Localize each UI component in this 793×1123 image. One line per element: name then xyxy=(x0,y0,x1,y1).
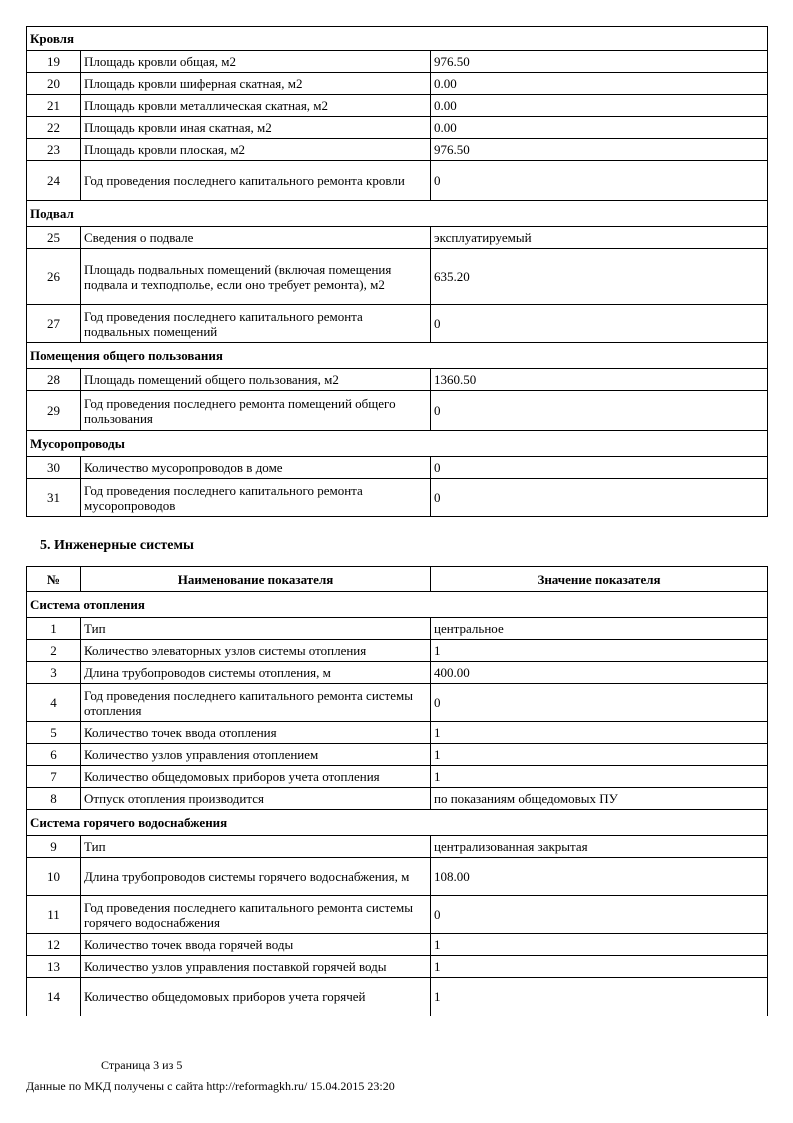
section-title: Помещения общего пользования xyxy=(27,343,768,369)
section-row xyxy=(27,201,768,227)
table-row xyxy=(27,836,768,858)
section-title: Мусоропроводы xyxy=(27,431,768,457)
row-number: 4 xyxy=(27,684,81,722)
table-row xyxy=(27,249,768,305)
indicator-name: Год проведения последнего капитального ремонта системы отопления xyxy=(81,684,431,722)
indicator-value: 1 xyxy=(431,934,768,956)
row-number: 6 xyxy=(27,744,81,766)
indicator-value: 1 xyxy=(431,978,768,1016)
table-row xyxy=(27,391,768,431)
row-number: 27 xyxy=(27,305,81,343)
table-row xyxy=(27,788,768,810)
table-row xyxy=(27,934,768,956)
indicator-value: по показаниям общедомовых ПУ xyxy=(431,788,768,810)
indicator-value: 1 xyxy=(431,956,768,978)
page-number: Страница 3 из 5 xyxy=(101,1058,183,1072)
indicator-name: Количество общедомовых приборов учета отопления xyxy=(81,766,431,788)
indicator-value: 1 xyxy=(431,766,768,788)
indicator-name: Количество элеваторных узлов системы отопления xyxy=(81,640,431,662)
table-row xyxy=(27,457,768,479)
indicator-name: Площадь кровли металлическая скатная, м2 xyxy=(81,95,431,117)
indicator-value: 0 xyxy=(431,479,768,517)
indicator-value: 0.00 xyxy=(431,95,768,117)
section-heading: 5. Инженерные системы xyxy=(40,538,194,553)
table-row xyxy=(27,684,768,722)
roof-basement-table xyxy=(26,26,768,517)
table-row xyxy=(27,139,768,161)
indicator-name: Тип xyxy=(81,836,431,858)
indicator-value: 0.00 xyxy=(431,117,768,139)
row-number: 11 xyxy=(27,896,81,934)
table-row xyxy=(27,117,768,139)
row-number: 23 xyxy=(27,139,81,161)
section-row xyxy=(27,592,768,618)
table-row xyxy=(27,978,768,1016)
indicator-value: 976.50 xyxy=(431,139,768,161)
indicator-value: 0 xyxy=(431,457,768,479)
source-note: Данные по МКД получены с сайта http://reformagkh.ru/ 15.04.2015 23:20 xyxy=(26,1079,395,1093)
indicator-value: 108.00 xyxy=(431,858,768,896)
indicator-name: Количество точек ввода отопления xyxy=(81,722,431,744)
indicator-value: 1 xyxy=(431,722,768,744)
row-number: 2 xyxy=(27,640,81,662)
section-title: Система отопления xyxy=(27,592,768,618)
header-indicator-name: Наименование показателя xyxy=(81,567,431,592)
indicator-name: Количество узлов управления отоплением xyxy=(81,744,431,766)
table-row xyxy=(27,95,768,117)
section-row xyxy=(27,431,768,457)
row-number: 7 xyxy=(27,766,81,788)
indicator-value: центральное xyxy=(431,618,768,640)
indicator-name: Год проведения последнего капитального ремонта мусоропроводов xyxy=(81,479,431,517)
indicator-value: 0 xyxy=(431,896,768,934)
indicator-name: Сведения о подвале xyxy=(81,227,431,249)
indicator-value: 1 xyxy=(431,640,768,662)
table-row xyxy=(27,744,768,766)
table-row xyxy=(27,305,768,343)
table-row xyxy=(27,858,768,896)
table-row xyxy=(27,479,768,517)
indicator-value: 400.00 xyxy=(431,662,768,684)
indicator-value: 0 xyxy=(431,684,768,722)
table-row xyxy=(27,51,768,73)
indicator-name: Год проведения последнего ремонта помещений общего пользования xyxy=(81,391,431,431)
table-row xyxy=(27,722,768,744)
indicator-name: Количество узлов управления поставкой горячей воды xyxy=(81,956,431,978)
indicator-name: Площадь кровли шиферная скатная, м2 xyxy=(81,73,431,95)
row-number: 12 xyxy=(27,934,81,956)
section-title: Система горячего водоснабжения xyxy=(27,810,768,836)
row-number: 21 xyxy=(27,95,81,117)
table-row xyxy=(27,618,768,640)
table-header-row xyxy=(27,567,768,592)
row-number: 29 xyxy=(27,391,81,431)
header-number: № xyxy=(27,567,81,592)
indicator-value: 1 xyxy=(431,744,768,766)
indicator-name: Год проведения последнего капитального ремонта подвальных помещений xyxy=(81,305,431,343)
indicator-name: Количество мусоропроводов в доме xyxy=(81,457,431,479)
row-number: 19 xyxy=(27,51,81,73)
row-number: 22 xyxy=(27,117,81,139)
indicator-name: Отпуск отопления производится xyxy=(81,788,431,810)
row-number: 10 xyxy=(27,858,81,896)
row-number: 13 xyxy=(27,956,81,978)
row-number: 3 xyxy=(27,662,81,684)
table-row xyxy=(27,73,768,95)
indicator-name: Год проведения последнего капитального ремонта кровли xyxy=(81,161,431,201)
indicator-value: 0.00 xyxy=(431,73,768,95)
indicator-value: 0 xyxy=(431,305,768,343)
table-row xyxy=(27,369,768,391)
row-number: 24 xyxy=(27,161,81,201)
row-number: 9 xyxy=(27,836,81,858)
row-number: 31 xyxy=(27,479,81,517)
indicator-value: 0 xyxy=(431,161,768,201)
section-row xyxy=(27,810,768,836)
table-row xyxy=(27,161,768,201)
indicator-value: 0 xyxy=(431,391,768,431)
row-number: 25 xyxy=(27,227,81,249)
header-indicator-value: Значение показателя xyxy=(431,567,768,592)
indicator-name: Длина трубопроводов системы отопления, м xyxy=(81,662,431,684)
row-number: 20 xyxy=(27,73,81,95)
indicator-value: централизованная закрытая xyxy=(431,836,768,858)
row-number: 5 xyxy=(27,722,81,744)
indicator-name: Площадь кровли общая, м2 xyxy=(81,51,431,73)
row-number: 30 xyxy=(27,457,81,479)
row-number: 8 xyxy=(27,788,81,810)
row-number: 14 xyxy=(27,978,81,1016)
indicator-name: Количество точек ввода горячей воды xyxy=(81,934,431,956)
section-title: Подвал xyxy=(27,201,768,227)
indicator-value: 635.20 xyxy=(431,249,768,305)
row-number: 28 xyxy=(27,369,81,391)
indicator-name: Тип xyxy=(81,618,431,640)
table-row xyxy=(27,640,768,662)
indicator-name: Площадь помещений общего пользования, м2 xyxy=(81,369,431,391)
indicator-name: Длина трубопроводов системы горячего водоснабжения, м xyxy=(81,858,431,896)
table-row xyxy=(27,896,768,934)
indicator-name: Площадь подвальных помещений (включая помещения подвала и техподполье, если оно требует ремонта), м2 xyxy=(81,249,431,305)
table-row xyxy=(27,662,768,684)
table-row xyxy=(27,956,768,978)
section-title: Кровля xyxy=(27,27,768,51)
indicator-name: Количество общедомовых приборов учета горячей xyxy=(81,978,431,1016)
engineering-systems-table xyxy=(26,566,768,1016)
indicator-name: Год проведения последнего капитального ремонта системы горячего водоснабжения xyxy=(81,896,431,934)
table-row xyxy=(27,227,768,249)
table-row xyxy=(27,766,768,788)
indicator-value: 976.50 xyxy=(431,51,768,73)
row-number: 1 xyxy=(27,618,81,640)
indicator-name: Площадь кровли плоская, м2 xyxy=(81,139,431,161)
section-row xyxy=(27,343,768,369)
indicator-value: 1360.50 xyxy=(431,369,768,391)
section-row xyxy=(27,27,768,51)
indicator-value: эксплуатируемый xyxy=(431,227,768,249)
indicator-name: Площадь кровли иная скатная, м2 xyxy=(81,117,431,139)
row-number: 26 xyxy=(27,249,81,305)
